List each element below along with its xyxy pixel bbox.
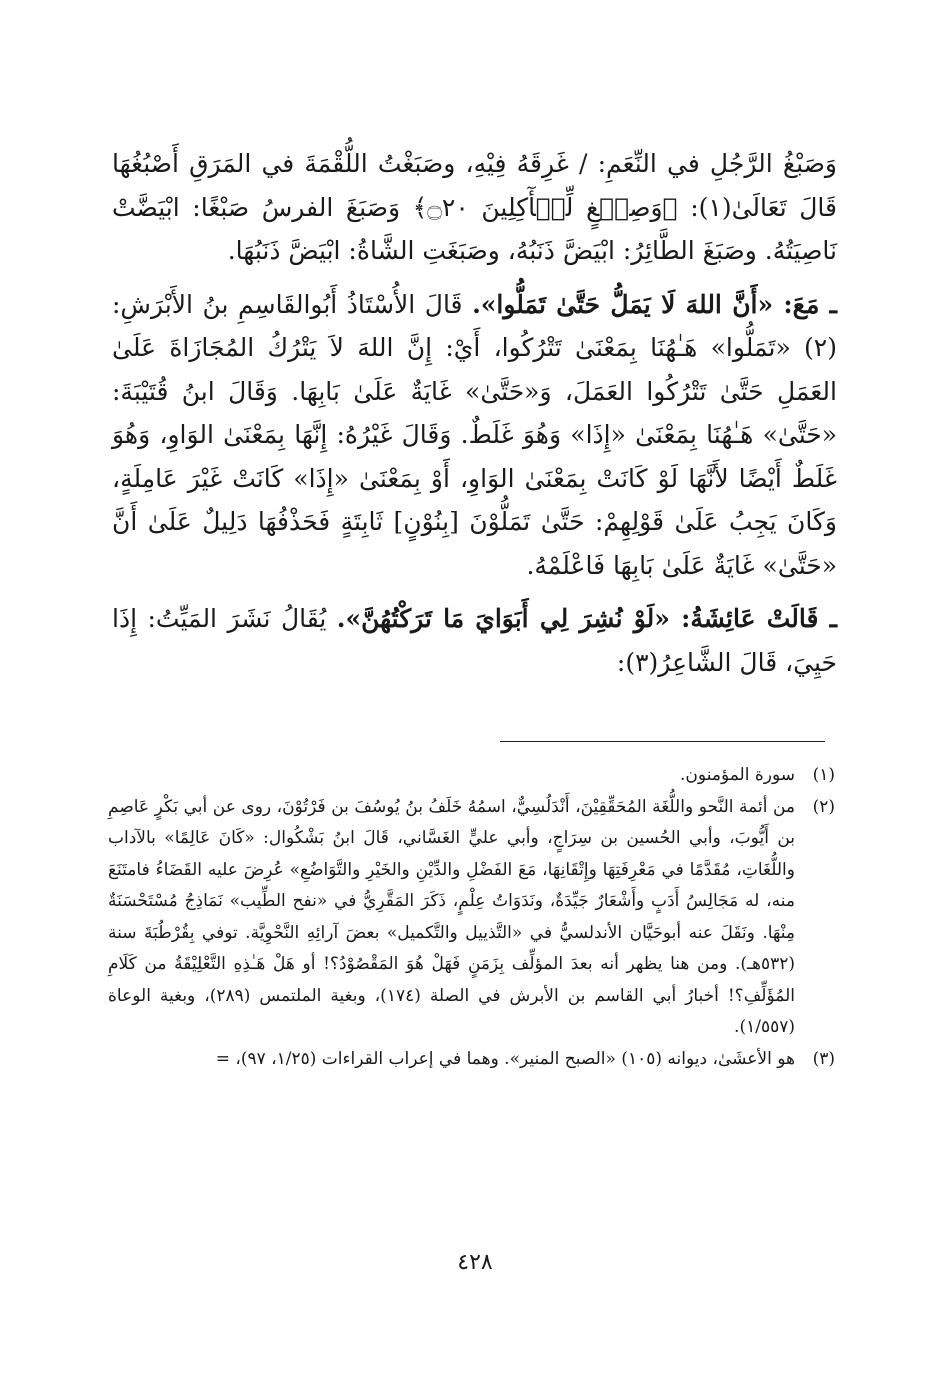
aisha-quote-heading: ـ قَالَتْ عَائِشَةُ: «لَوْ نُشِرَ لِي أَبَوَايَ مَا تَرَكْتُهُنَّ». (336, 604, 837, 633)
main-text (112, 142, 837, 684)
footnote-number: (١) (812, 765, 835, 785)
footnote-text: من أئمة النَّحو واللُّغَة المُحَقِّقِيْنَ، أَنْدَلُسِيٌّ، اسمُهُ خَلَفُ بنُ يُوسُفَ بن فَرْتُوْنَ، روى عن أبي بَكْرٍ عَاصِمِ بن أَيُّوبَ، وأبي الحُسين بن سِرَاجٍ، وأبي عليٍّ الغَسَّاني، قَالَ ابنُ بَشْكُوال: «كَانَ عَالِمًا» بالآداب واللُّغَاتِ، مُقَدَّمًا في مَعْرِفَتِهَا وإِتْقَانِهَا، مَعَ الفَضْلِ والدِّيْنِ والخَيْرِ والتَّوَاضُعِ» عُرِضَ عليه القَضَاءُ فامتَنَعَ منه، له مَجَالِسُ أَدَبٍ وأَشْعَارٌ جَيِّدَةٌ، ونَدَوَاتُ عِلْمٍ، ذَكَرَ المَقَّرِيُّ في «نفح الطِّيب» نَمَاذِجُ مُسْتَحْسَنَةٌ مِنْهَا. ونَقَلَ عنه أبوحَيَّان الأندلسيُّ في «التَّذييل والتَّكميل» بعضَ آرائِهِ النَّحْوِيَّة. توفي بِقُرْطُبَةَ سنة (٥٣٢هـ). ومن هنا يظهر أنه بعدَ المؤلِّف بِزَمَنٍ فَهَلْ هُوَ المَقْصُوْدُ؟! أو هَلْ هَـٰذِهِ التَّعْلِيْقَةُ من كَلَامِ المُؤَلِّفِ؟! أخبارُ أبي القاسم بن الأبرش في الصلة (١٧٤)، وبغية الملتمس (٢٨٩)، وبغية الوعاة (١/٥٥٧). (108, 796, 795, 1037)
page-number: ٤٢٨ (457, 1250, 493, 1275)
footnote (108, 1044, 835, 1076)
footnote-number: (٢) (812, 796, 835, 817)
footnote-text: سورة المؤمنون. (680, 765, 795, 785)
footnote-divider (500, 741, 825, 742)
footnote (108, 792, 835, 1044)
footnote-number: (٣) (812, 1048, 835, 1069)
footnote (108, 760, 835, 792)
footnotes (108, 760, 835, 1075)
paragraph-maa-body: قَالَ الأُسْتَاذُ أَبُوالقَاسِمِ بنُ الأَبْرَشِ:(٢) «تَمَلُّوا» هَـٰهُنَا بِمَعْنَىٰ تَتْرُكُوا، أَيْ: إِنَّ اللهَ لاَ يَتْرُكُ المُجَازَاةَ عَلَىٰ العَمَلِ حَتَّىٰ تَتْرُكُوا العَمَلَ، وَ«حَتَّىٰ» غَايَةٌ عَلَىٰ بَابِهَا. وَقَالَ ابنُ قُتَيْبَةَ: «حَتَّىٰ» هَـٰهُنَا بِمَعْنَىٰ «إِذَا» وَهُوَ غَلَطٌ. وَقَالَ غَيْرُهُ: إِنَّهَا بِمَعْنَىٰ الوَاوِ، وَهُوَ غَلَطٌ أَيْضًا لأَنَّهَا لَوْ كَانَتْ بِمَعْنَىٰ الوَاوِ، أَوْ بِمَعْنَىٰ «إِذَا» كَانَتْ غَيْرَ عَامِلَةٍ، وَكَانَ يَجِبُ عَلَىٰ قَوْلِهِمْ: حَتَّىٰ تَمَلُّوْنَ [بِنُوْنٍ] ثَابِتَةٍ فَحَذْفُهَا دَلِيلٌ عَلَىٰ أَنَّ «حَتَّىٰ» غَايَةٌ عَلَىٰ بَابِهَا فَاعْلَمْهُ. (112, 289, 837, 580)
paragraph-aisha (112, 597, 837, 684)
footnote-text: هو الأعشَىٰ، ديوانه (١٠٥) «الصبح المنير». وهما في إعراب القراءات (١/٢٥، ٩٧)، = (215, 1048, 795, 1069)
paragraph-maa (112, 283, 837, 588)
hadith-quote-heading: ـ مَعَ: «أَنَّ اللهَ لَا يَمَلُّ حَتَّىٰ تَمَلُّوا». (472, 289, 837, 319)
paragraph-aisha-body: يُقَالُ نَشَرَ المَيِّتُ: إِذَا حَيِيَ، قَالَ الشَّاعِرُ(٣): (112, 604, 837, 677)
paragraph-sabgh: وَصَبْغُ الرَّجُلِ في النِّعَمِ: / غَرِقَهُ فِيْهِ، وصَبَغْتُ اللُّقْمَةَ في المَرَقِ أَصْبُغُهَا قَالَ تَعَالَىٰ(١): ﴿وَصِبۡغٍ لِّلۡأٓكِلِينَ ۝٢٠﴾ وَصَبَغَ الفرسُ صَبْغًا: ابْيَضَّتْ نَاصِيَتُهُ. وصَبَغَ الطَّائِرُ: ابْيَضَّ ذَنَبُهُ، وصَبَغَتِ الشَّاةُ: ابْيَضَّ ذَنَبُهَا. (112, 149, 838, 265)
